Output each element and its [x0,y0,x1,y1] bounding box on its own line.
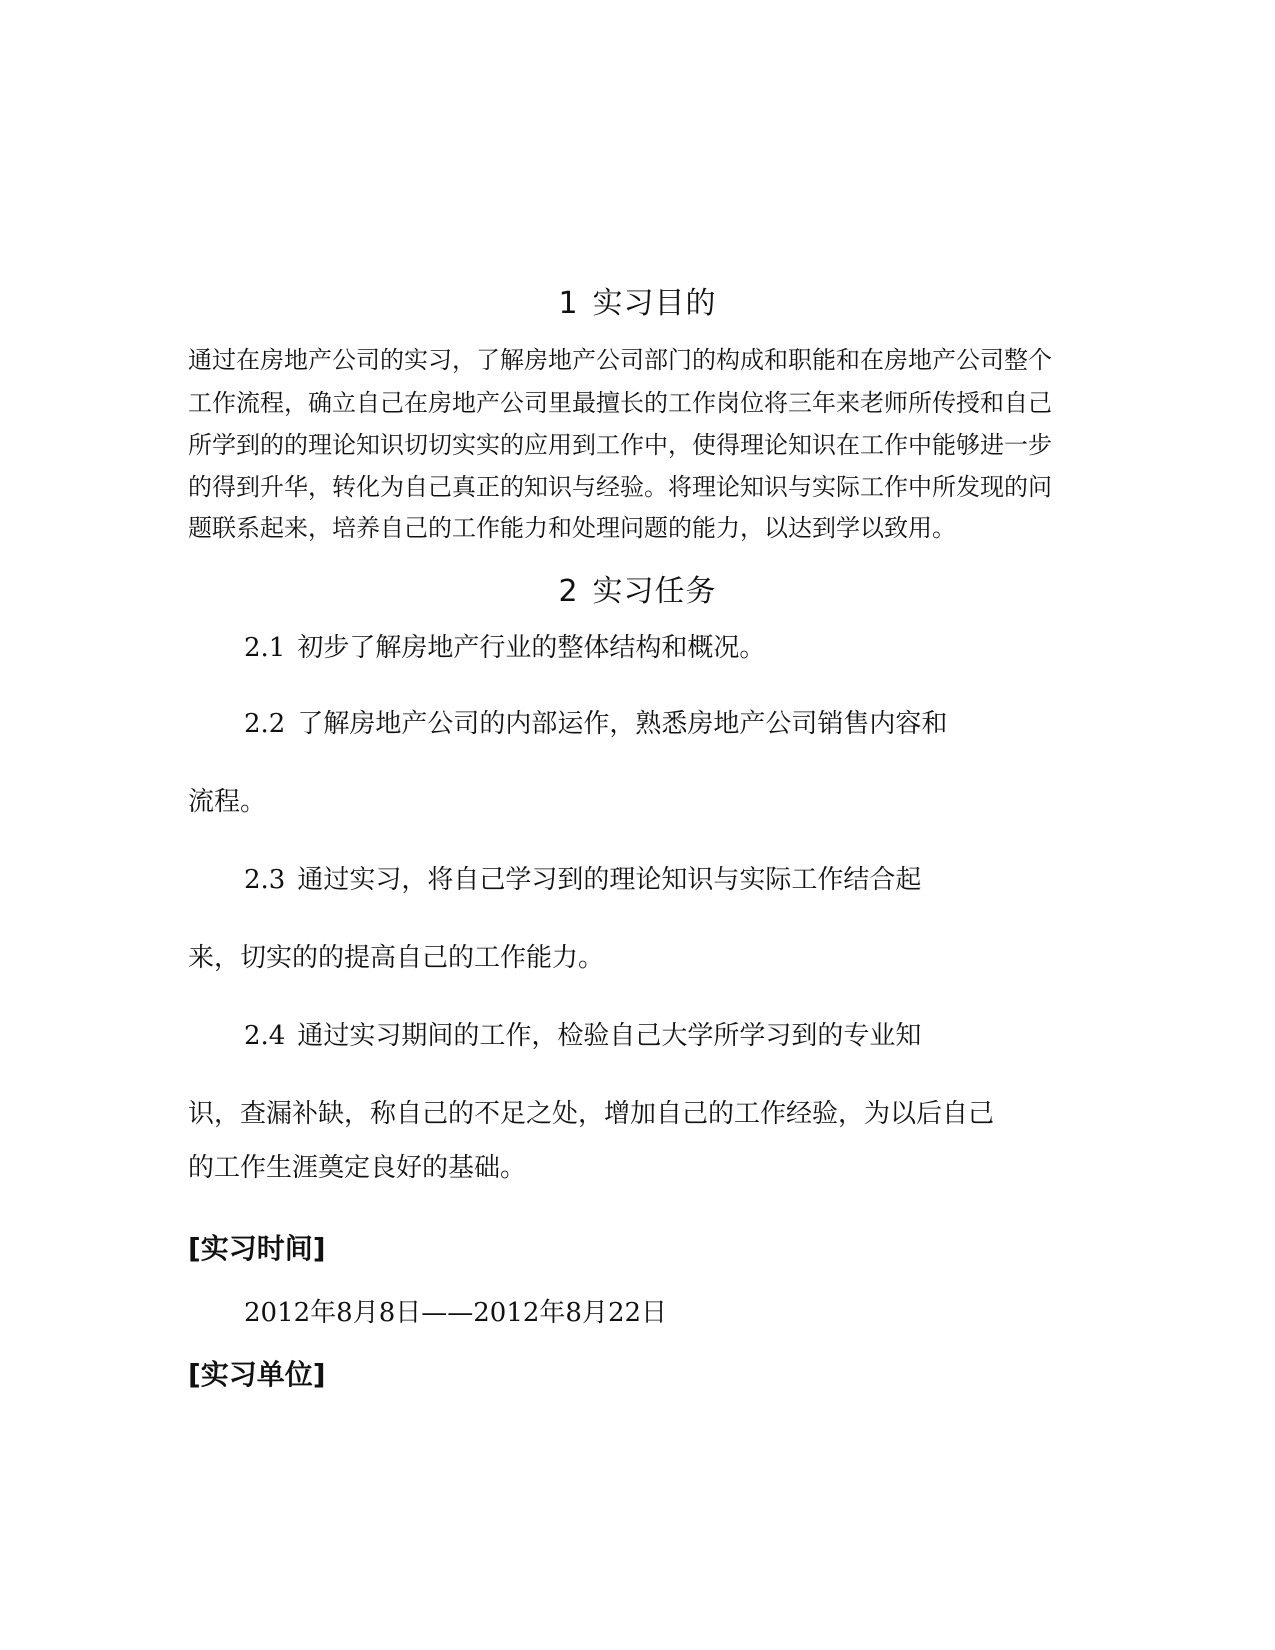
task-text: 通过实习，将自己学习到的理论知识与实际工作结合起 [297,865,922,895]
task-item [188,628,1088,668]
task-text: 通过实习期间的工作，检验自己大学所学习到的专业知 [297,1021,922,1051]
section-1-title: 实习目的 [592,286,717,321]
task-text: 了解房地产公司的内部运作，熟悉房地产公司销售内容和 [297,709,948,739]
section-1-heading [0,284,1275,324]
paragraph-line: 题联系起来，培养自己的工作能力和处理问题的能力，以达到学以致用。 [188,514,956,542]
task-continuation: 来，切实的的提高自己的工作能力。 [188,943,605,973]
task-item [188,704,1088,744]
task-continuation: 的工作生涯奠定良好的基础。 [188,1153,527,1183]
task-number: 2.4 [244,1021,286,1051]
paragraph-line: 所学到的的理论知识切切实实的应用到工作中，使得理论知识在工作中能够进一步 [188,431,1052,459]
task-number: 2.3 [244,865,286,895]
task-continuation: 识，查漏补缺，称自己的不足之处，增加自己的工作经验，为以后自己 [188,1099,995,1129]
section-2-title: 实习任务 [592,574,717,609]
paragraph-line: 通过在房地产公司的实习，了解房地产公司部门的构成和职能和在房地产公司整个 [188,346,1052,374]
task-continuation: 流程。 [188,787,267,817]
task-number: 2.2 [244,709,286,739]
section-2-heading [0,572,1275,612]
task-item [188,1016,1088,1056]
section-2-number: 2 [558,574,579,609]
internship-unit-label: [实习单位] [188,1358,326,1391]
task-text: 初步了解房地产行业的整体结构和概况。 [297,633,766,663]
paragraph-line: 的得到升华，转化为自己真正的知识与经验。将理论知识与实际工作中所发现的问 [188,473,1052,501]
task-item [188,860,1088,900]
internship-time-label: [实习时间] [188,1232,326,1265]
internship-time-value: 2012年8月8日——2012年8月22日 [244,1298,668,1328]
task-number: 2.1 [244,633,286,663]
paragraph-line: 工作流程，确立自己在房地产公司里最擅长的工作岗位将三年来老师所传授和自己 [188,389,1052,417]
section-1-number: 1 [558,286,579,321]
